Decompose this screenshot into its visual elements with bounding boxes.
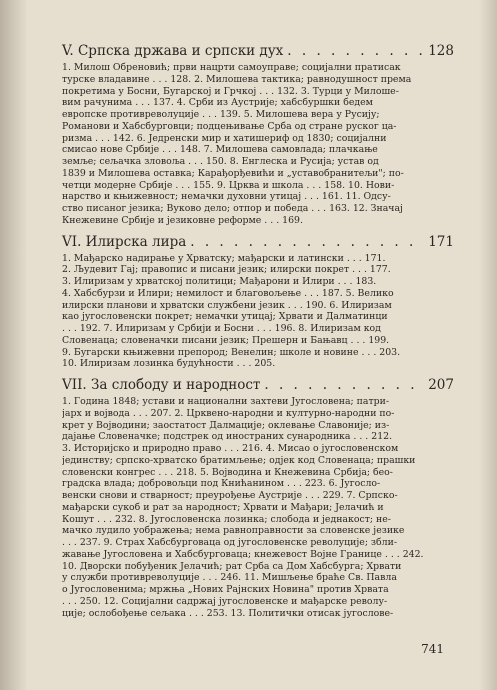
section-page-number: 128 bbox=[428, 43, 454, 59]
content-line: јарх и војвода . . . 207. 2. Црквено-народни и културно-народни по- bbox=[62, 407, 395, 419]
content-line: 9. Бугарски књижевни препород; Венелин; школе и новине . . . 203. bbox=[62, 346, 401, 358]
section-title: V. Српска држава и српски дух bbox=[62, 43, 284, 59]
section-title: VII. За слободу и народност bbox=[62, 377, 261, 393]
content-line: . . . 250. 12. Социјални садржај југословенске и мађарске револу- bbox=[62, 595, 388, 607]
content-line: . . . 192. 7. Илиризам у Србији и Босни . . . 196. 8. Илиризам код bbox=[62, 323, 381, 334]
content-line: вим рачунима . . . 137. 4. Срби из Аустрије; хабсбуршки бедем bbox=[62, 97, 373, 109]
content-line: 1839 и Милошева оставка; Карађорђевићи и „уставобранитељи"; по- bbox=[62, 167, 404, 179]
toc-section-v bbox=[62, 42, 454, 227]
content-line: као југословенски покрет; немачки утицај; Хрвати и Далматинци bbox=[62, 311, 388, 323]
section-contents bbox=[62, 62, 454, 227]
page-gutter-shadow bbox=[0, 0, 28, 690]
toc-section-vii bbox=[62, 376, 454, 619]
content-line: 1. Година 1848; устави и национални захтеви Југословена; патри- bbox=[62, 396, 389, 407]
content-line: ство писаног језика; Вуково дело; отпор и победа . . . 163. 12. Значај bbox=[62, 203, 403, 214]
content-line: Кошут . . . 232. 8. Југословенска лозинка; слобода и једнакост; не- bbox=[62, 513, 391, 525]
content-line: мачко лудило уображења; нема равноправности за словенске језике bbox=[62, 525, 405, 537]
content-line: венски снови и стварност; преурођење Аустрије . . . 229. 7. Српско- bbox=[62, 490, 398, 501]
content-line: јединству; српско-хрватско братимљење; одјек код Словенаца; прашки bbox=[62, 454, 416, 466]
content-line: нарство и књижевност; немачки духовни утицај . . . 161. 11. Одсу- bbox=[62, 191, 391, 203]
content-line: жавање Југословена и Хабсбурговаца; кнежевост Војне Границе . . . 242. bbox=[62, 548, 424, 560]
content-line: ризма . . . 142. 6. Једренски мир и хатишериф од 1830; социјални bbox=[62, 132, 387, 144]
content-line: смисао нове Србије . . . 148. 7. Милошева самовлада; плачкање bbox=[62, 144, 378, 156]
section-heading bbox=[62, 376, 454, 394]
leader-dots bbox=[190, 233, 424, 251]
section-title: VI. Илирска лира bbox=[62, 233, 187, 250]
page-number: 741 bbox=[421, 642, 444, 656]
content-line: 10. Илиризам лозинка будућности . . . 205. bbox=[62, 358, 276, 370]
content-line: крет у Војводини; заостатост Далмације; оклевање Славоније; из- bbox=[62, 419, 390, 431]
content-line: Кнежевине Србије и језиковне реформе . . . 169. bbox=[62, 214, 303, 226]
content-line: 1. Мађарско надирање у Хрватску; мађарски и латински . . . 171. bbox=[62, 252, 386, 264]
content-line: 1. Милош Обреновић; први нацрти самоуправе; социјални пратисак bbox=[62, 62, 401, 73]
content-line: турске владавине . . . 128. 2. Милошева тактика; равнодушност према bbox=[62, 73, 412, 85]
content-line: о Југословенима; мржња „Нових Рајнских Новина" против Хрвата bbox=[62, 584, 389, 595]
content-line: 3. Историјско и природно право . . . 216. 4. Мисао о југословенском bbox=[62, 443, 399, 454]
content-line: словенски конгрес . . . 218. 5. Војводина и Кнежевина Србија; бео- bbox=[62, 466, 393, 478]
page-edge-shadow bbox=[479, 0, 497, 690]
content-line: Словенаца; словеначки писани језик; Прешерн и Бањавц . . . 199. bbox=[62, 334, 390, 346]
content-line: земље; сељачка зловоља . . . 150. 8. Енглеска и Русија; устав од bbox=[62, 156, 379, 167]
content-line: мађарски сукоб и рат за народност; Хрвати и Мађари; Јелачић и bbox=[62, 501, 384, 513]
section-page-number: 171 bbox=[428, 233, 454, 250]
content-line: дајање Словеначке; подстрек од иностраних сународника . . . 212. bbox=[62, 431, 393, 443]
table-of-contents bbox=[62, 42, 454, 625]
toc-section-vi bbox=[62, 233, 454, 371]
content-line: 10. Дворски побуђеник Јелачић; рат Срба са Дом Хабсбурга; Хрвати bbox=[62, 560, 402, 572]
content-line: 3. Илиризам у хрватској политици; Мађарони и Илири . . . 183. bbox=[62, 276, 377, 287]
content-line: покретима у Босни, Бугарској и Грчкој . . . 132. 3. Турци у Милоше- bbox=[62, 85, 399, 97]
section-heading bbox=[62, 42, 454, 60]
content-line: 4. Хабсбурзи и Илири; немилост и благовољење . . . 187. 5. Велико bbox=[62, 287, 394, 299]
content-line: ције; ослобођење сељака . . . 253. 13. Политички отисак југослове- bbox=[62, 607, 394, 619]
content-line: илирски планови и хрватски службени језик . . . 190. 6. Илиризам bbox=[62, 299, 392, 311]
section-heading bbox=[62, 233, 454, 251]
content-line: четци модерне Србије . . . 155. 9. Црква и школа . . . 158. 10. Нови- bbox=[62, 179, 395, 191]
content-line: градска влада; добровољци под Книћанином . . . 223. 6. Југосло- bbox=[62, 478, 381, 490]
leader-dots bbox=[287, 42, 424, 60]
leader-dots bbox=[264, 376, 424, 394]
content-line: 2. Људевит Гај; правопис и писани језик; илирски покрет . . . 177. bbox=[62, 264, 391, 276]
section-page-number: 207 bbox=[428, 377, 454, 393]
content-line: у служби противреволуције . . . 246. 11. Мишљење браће Св. Павла bbox=[62, 572, 397, 584]
content-line: Романови и Хабсбурговци; подцењивање Срба од стране руског ца- bbox=[62, 120, 397, 132]
content-line: европске противреволуције . . . 139. 5. Милошева вера у Русију; bbox=[62, 109, 380, 120]
section-contents bbox=[62, 396, 454, 619]
section-contents bbox=[62, 253, 454, 371]
content-line: . . . 237. 9. Страх Хабсбурговаца од југословенске револуције; збли- bbox=[62, 537, 397, 548]
